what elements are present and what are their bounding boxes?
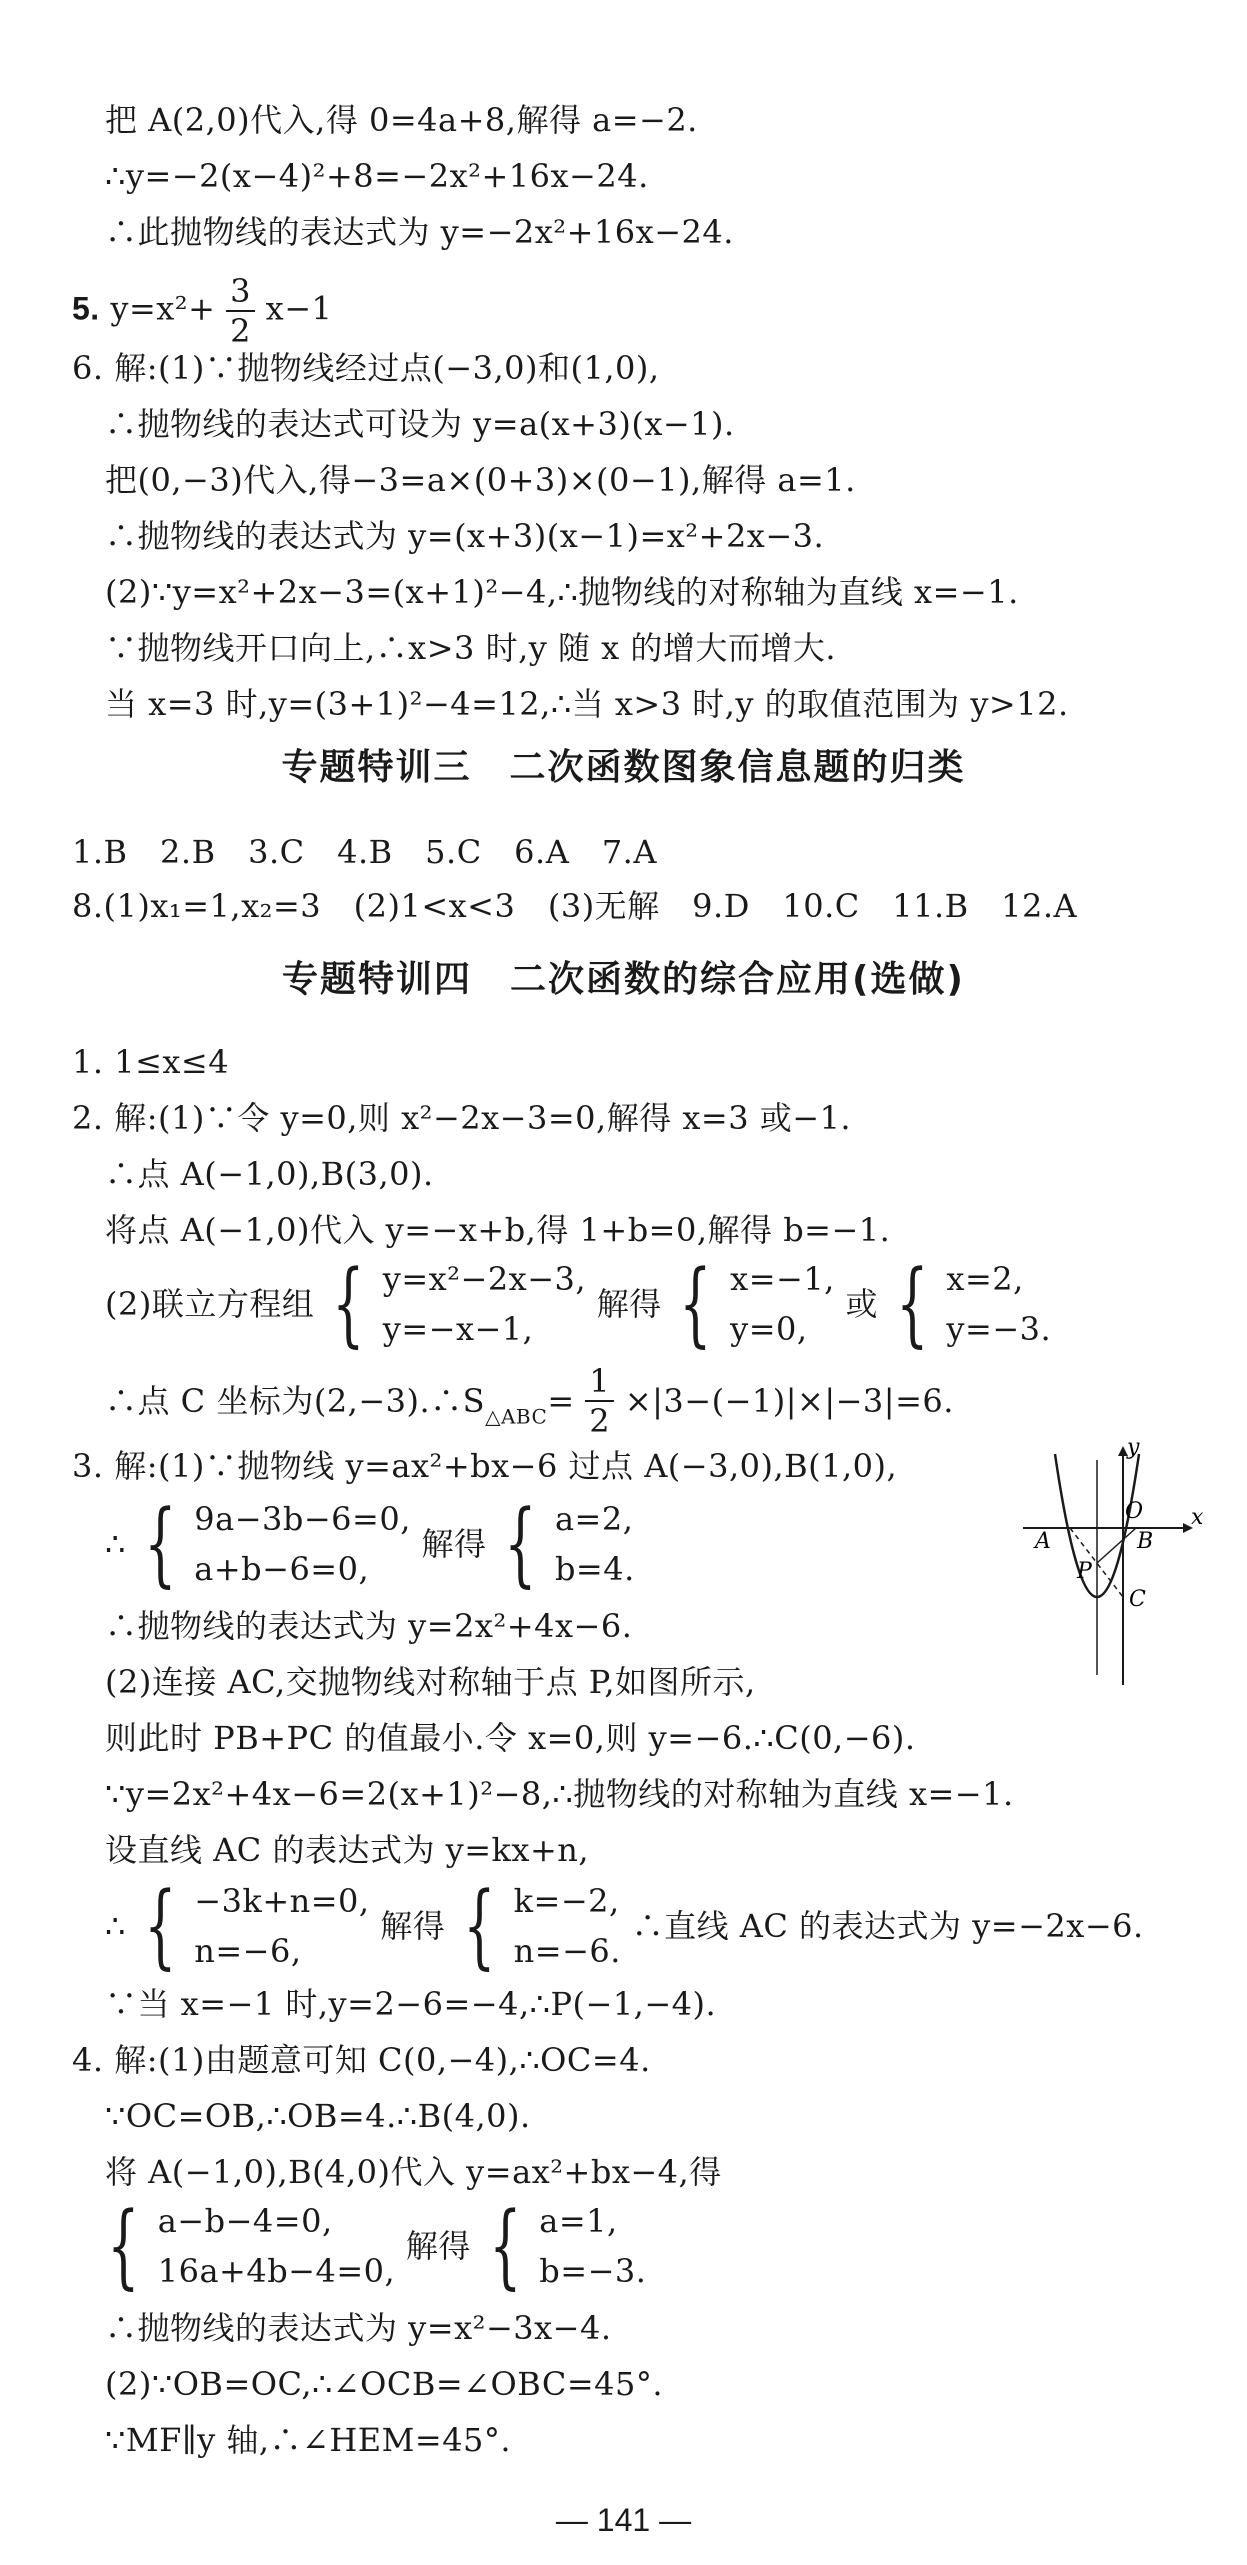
equation-system xyxy=(514,1876,621,1976)
text-line: ∵MF∥y 轴,∴∠HEM=45°. xyxy=(105,2421,512,2459)
equation-system xyxy=(383,1254,586,1354)
text-line: 把 A(2,0)代入,得 0=4a+8,解得 a=−2. xyxy=(105,101,698,139)
equation: −3k+n=0, xyxy=(194,1882,370,1920)
section-heading: 专题特训四 二次函数的综合应用(选做) xyxy=(282,959,965,1000)
brace-icon: { xyxy=(143,1872,177,1979)
question-5 xyxy=(72,272,332,350)
equation-system xyxy=(946,1254,1051,1354)
question-number: 5. xyxy=(72,290,100,327)
label-o: O xyxy=(1125,1499,1144,1524)
text-line: ∴抛物线的表达式为 y=2x²+4x−6. xyxy=(105,1607,633,1645)
text-line: 将点 A(−1,0)代入 y=−x+b,得 1+b=0,解得 b=−1. xyxy=(105,1211,891,1249)
text: ×|3−(−1)|×|−3|=6. xyxy=(624,1382,954,1420)
text-line: ∵y=2x²+4x−6=2(x+1)²−8,∴抛物线的对称轴为直线 x=−1. xyxy=(105,1775,1014,1813)
fraction-numerator: 3 xyxy=(226,272,255,312)
text-line: 4. 解:(1)由题意可知 C(0,−4),∴OC=4. xyxy=(72,2041,651,2079)
brace-icon: { xyxy=(895,1250,929,1357)
page-number: — 141 — xyxy=(555,2502,692,2538)
text: 解得 xyxy=(380,1907,446,1945)
brace-icon: { xyxy=(488,2192,522,2299)
answer-line: 1.B 2.B 3.C 4.B 5.C 6.A 7.A xyxy=(72,833,657,871)
label-b: B xyxy=(1137,1529,1154,1554)
brace-icon: { xyxy=(679,1250,713,1357)
text-line: ∵抛物线开口向上,∴x>3 时,y 随 x 的增大而增大. xyxy=(105,629,837,667)
text: ∴ xyxy=(105,1525,126,1563)
brace-icon: { xyxy=(463,1872,496,1979)
fraction-numerator: 1 xyxy=(585,1362,614,1402)
equation: 16a+4b−4=0, xyxy=(157,2252,396,2290)
text-line: 把(0,−3)代入,得−3=a×(0+3)×(0−1),解得 a=1. xyxy=(105,461,856,499)
equation-system-line xyxy=(105,1490,635,1597)
label-p: P xyxy=(1077,1559,1092,1584)
equation: x=−1, xyxy=(730,1260,835,1298)
equation: a+b−6=0, xyxy=(194,1550,370,1588)
text-line: ∵OC=OB,∴OB=4.∴B(4,0). xyxy=(105,2097,531,2135)
expr-part: y=x²+ xyxy=(110,289,216,328)
text-line: (2)∵y=x²+2x−3=(x+1)²−4,∴抛物线的对称轴为直线 x=−1. xyxy=(105,573,1019,611)
label-x: x xyxy=(1191,1505,1204,1530)
text-line: 1. 1≤x≤4 xyxy=(72,1043,230,1081)
text: 解得 xyxy=(596,1285,662,1323)
label-y: y xyxy=(1127,1435,1140,1460)
text: (2)联立方程组 xyxy=(105,1285,315,1323)
brace-icon: { xyxy=(504,1490,537,1597)
text: ∴ xyxy=(105,1907,126,1945)
text: = xyxy=(547,1382,575,1420)
equation: n=−6. xyxy=(513,1932,621,1970)
text: 解得 xyxy=(405,2227,471,2265)
equation: a−b−4=0, xyxy=(157,2202,333,2240)
text-line: ∴y=−2(x−4)²+8=−2x²+16x−24. xyxy=(105,157,649,195)
equation: y=x²−2x−3, xyxy=(382,1260,587,1298)
text-line: (2)∵OB=OC,∴∠OCB=∠OBC=45°. xyxy=(105,2365,664,2403)
text-line: (2)连接 AC,交抛物线对称轴于点 P,如图所示, xyxy=(105,1663,756,1701)
equation: n=−6, xyxy=(194,1932,302,1970)
equation-system xyxy=(194,1494,411,1594)
text: 或 xyxy=(845,1285,879,1323)
text: 解得 xyxy=(421,1525,487,1563)
text-line: ∴抛物线的表达式为 y=x²−3x−4. xyxy=(105,2309,612,2347)
text-line: 当 x=3 时,y=(3+1)²−4=12,∴当 x>3 时,y 的取值范围为 y>12. xyxy=(105,685,1069,723)
brace-icon: { xyxy=(332,1250,365,1357)
brace-icon: { xyxy=(107,2192,140,2299)
equation: y=−x−1, xyxy=(382,1310,534,1348)
fraction xyxy=(226,272,255,350)
text-line: ∵当 x=−1 时,y=2−6=−4,∴P(−1,−4). xyxy=(105,1985,717,2023)
text-line: 将 A(−1,0),B(4,0)代入 y=ax²+bx−4,得 xyxy=(105,2153,722,2191)
equation: b=4. xyxy=(554,1550,635,1588)
equation: a=2, xyxy=(554,1500,634,1538)
text-line: 则此时 PB+PC 的值最小.令 x=0,则 y=−6.∴C(0,−6). xyxy=(105,1719,916,1757)
equation: y=0, xyxy=(730,1310,808,1348)
text-line: ∴此抛物线的表达式为 y=−2x²+16x−24. xyxy=(105,213,734,251)
equation-system xyxy=(194,1876,369,1976)
segment-pb xyxy=(1097,1528,1136,1563)
equation: 9a−3b−6=0, xyxy=(194,1500,411,1538)
equation-system xyxy=(555,1494,635,1594)
label-a: A xyxy=(1035,1529,1051,1554)
equation: x=2, xyxy=(946,1260,1024,1298)
text-line: ∴点 A(−1,0),B(3,0). xyxy=(105,1155,434,1193)
subscript: △ABC xyxy=(485,1404,548,1429)
text: ∴点 C 坐标为(2,−3).∴S xyxy=(105,1382,486,1420)
text: ∴直线 AC 的表达式为 y=−2x−6. xyxy=(631,1907,1144,1945)
label-c: C xyxy=(1129,1587,1146,1612)
equation: a=1, xyxy=(539,2202,618,2240)
text-line: 3. 解:(1)∵抛物线 y=ax²+bx−6 过点 A(−3,0),B(1,0), xyxy=(72,1447,898,1485)
equation-system xyxy=(539,2196,646,2296)
parabola-figure xyxy=(1015,1435,1204,1690)
section-heading: 专题特训三 二次函数图象信息题的归类 xyxy=(281,747,966,788)
equation: y=−3. xyxy=(946,1310,1052,1348)
equation: b=−3. xyxy=(539,2252,647,2290)
equation-system xyxy=(730,1254,835,1354)
answer-line: 8.(1)x₁=1,x₂=3 (2)1<x<3 (3)无解 9.D 10.C 11.B 12.A xyxy=(72,887,1078,925)
expr-part: x−1 xyxy=(265,289,333,328)
equation-system xyxy=(158,2196,395,2296)
equation-system-line xyxy=(105,1250,1052,1357)
fraction-denominator: 2 xyxy=(589,1402,611,1440)
text-line: ∴抛物线的表达式可设为 y=a(x+3)(x−1). xyxy=(105,405,735,443)
text-line: ∴抛物线的表达式为 y=(x+3)(x−1)=x²+2x−3. xyxy=(105,517,825,555)
text-line: 6. 解:(1)∵抛物线经过点(−3,0)和(1,0), xyxy=(72,349,660,387)
fraction xyxy=(585,1362,614,1440)
equation-system-line xyxy=(105,1872,1144,1979)
equation: k=−2, xyxy=(513,1882,620,1920)
equation-system-line xyxy=(100,2192,647,2299)
brace-icon: { xyxy=(143,1490,177,1597)
fraction-denominator: 2 xyxy=(230,312,251,350)
area-line xyxy=(105,1362,954,1440)
text-line: 设直线 AC 的表达式为 y=kx+n, xyxy=(105,1831,590,1869)
text-line: 2. 解:(1)∵令 y=0,则 x²−2x−3=0,解得 x=3 或−1. xyxy=(72,1099,852,1137)
